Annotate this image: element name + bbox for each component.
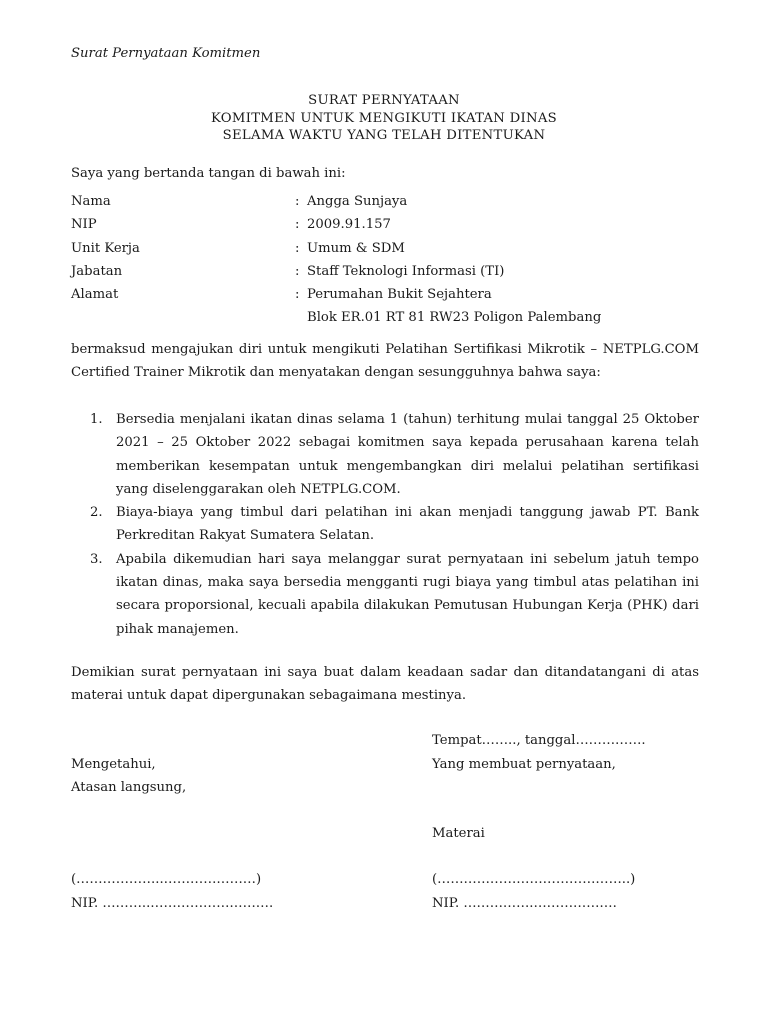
field-colon: : [295, 194, 300, 209]
field-label: Nama [71, 194, 111, 209]
list-text: Apabila dikemudian hari saya melanggar surat pernyataan ini sebelum jatuh tempo ikatan dinas, maka saya bersedia mengganti rugi biaya yang timbul atas pelatihan ini secara proporsional, kecuali apabila dilakukan Pemutusan Hubungan Kerja (PHK) dari pihak manajemen. [116, 551, 699, 637]
title-line-3: SELAMA WAKTU YANG TELAH DITENTUKAN [222, 128, 546, 143]
approver-title-1: Mengetahui, [71, 757, 156, 772]
document-header: Surat Pernyataan Komitmen [71, 46, 261, 61]
field-row-alamat [71, 283, 601, 306]
field-colon: : [295, 217, 300, 233]
field-value: Angga Sunjaya [307, 194, 408, 209]
list-number: 1. [90, 412, 103, 427]
approver-name-line: (………………..…………………) [71, 872, 262, 887]
field-value: Staff Teknologi Informasi (TI) [307, 263, 505, 279]
list-text: Biaya-biaya yang timbul dari pelatihan ini akan menjadi tanggung jawab PT. Bank Perkreditan Rakyat Sumatera Selatan. [116, 505, 699, 544]
signer-title: Yang membuat pernyataan, [432, 757, 616, 772]
field-value: Umum & SDM [307, 240, 405, 256]
commitment-list [90, 408, 699, 641]
field-value: Blok ER.01 RT 81 RW23 Poligon Palembang [307, 310, 602, 326]
field-colon: : [295, 263, 300, 279]
paragraph-2: Demikian surat pernyataan ini saya buat dalam keadaan sadar dan ditandatangani di atas materai untuk dapat dipergunakan sebagaimana mestinya. [71, 665, 699, 704]
list-item [90, 501, 699, 548]
materai-label: Materai [432, 826, 485, 841]
list-number: 3. [90, 551, 103, 567]
field-label [71, 306, 295, 329]
field-row-jabatan [71, 260, 601, 283]
list-number: 2. [90, 505, 103, 521]
field-colon: : [295, 240, 300, 256]
field-row-unit-kerja [71, 237, 601, 260]
place-date-line: Tempat…….., tanggal……………. [432, 733, 646, 748]
identity-fields [71, 190, 601, 330]
title-line-2: KOMITMEN UNTUK MENGIKUTI IKATAN DINAS [210, 110, 558, 126]
list-item [90, 408, 699, 501]
field-value: 2009.91.157 [307, 217, 391, 233]
field-label: Unit Kerja [71, 240, 140, 256]
field-row-alamat-cont [71, 306, 601, 329]
field-row-nama [71, 190, 601, 213]
field-label: NIP [71, 217, 97, 233]
field-value: Perumahan Bukit Sejahtera [307, 287, 492, 303]
list-text: Bersedia menjalani ikatan dinas selama 1 (tahun) terhitung mulai tanggal 25 Oktober 2021 – 25 Oktober 2022 sebagai komitmen saya kepada perusahaan karena telah memberikan kesempatan untuk mengembangkan diri melalui pelatihan sertifikasi yang diselenggarakan oleh NETPLG.COM. [116, 412, 699, 497]
field-colon: : [295, 287, 300, 303]
field-colon-spacer [295, 306, 307, 329]
paragraph-1: bermaksud mengajukan diri untuk mengikuti Pelatihan Sertifikasi Mikrotik – NETPLG.COM Certified Trainer Mikrotik dan menyatakan dengan sesungguhnya bahwa saya: [71, 342, 699, 381]
intro-text: Saya yang bertanda tangan di bawah ini: [71, 166, 346, 181]
signer-nip-line: NIP. …………….………………. [432, 896, 617, 911]
field-label: Alamat [71, 287, 119, 303]
list-item [90, 548, 699, 641]
field-row-nip [71, 213, 601, 236]
approver-nip-line: NIP. ………..………………………. [71, 896, 274, 911]
approver-title-2: Atasan langsung, [71, 780, 187, 795]
document-title [0, 92, 768, 145]
signer-name-line: (……………………………………..) [432, 872, 636, 887]
field-label: Jabatan [71, 263, 123, 279]
title-line-1: SURAT PERNYATAAN [308, 93, 460, 108]
